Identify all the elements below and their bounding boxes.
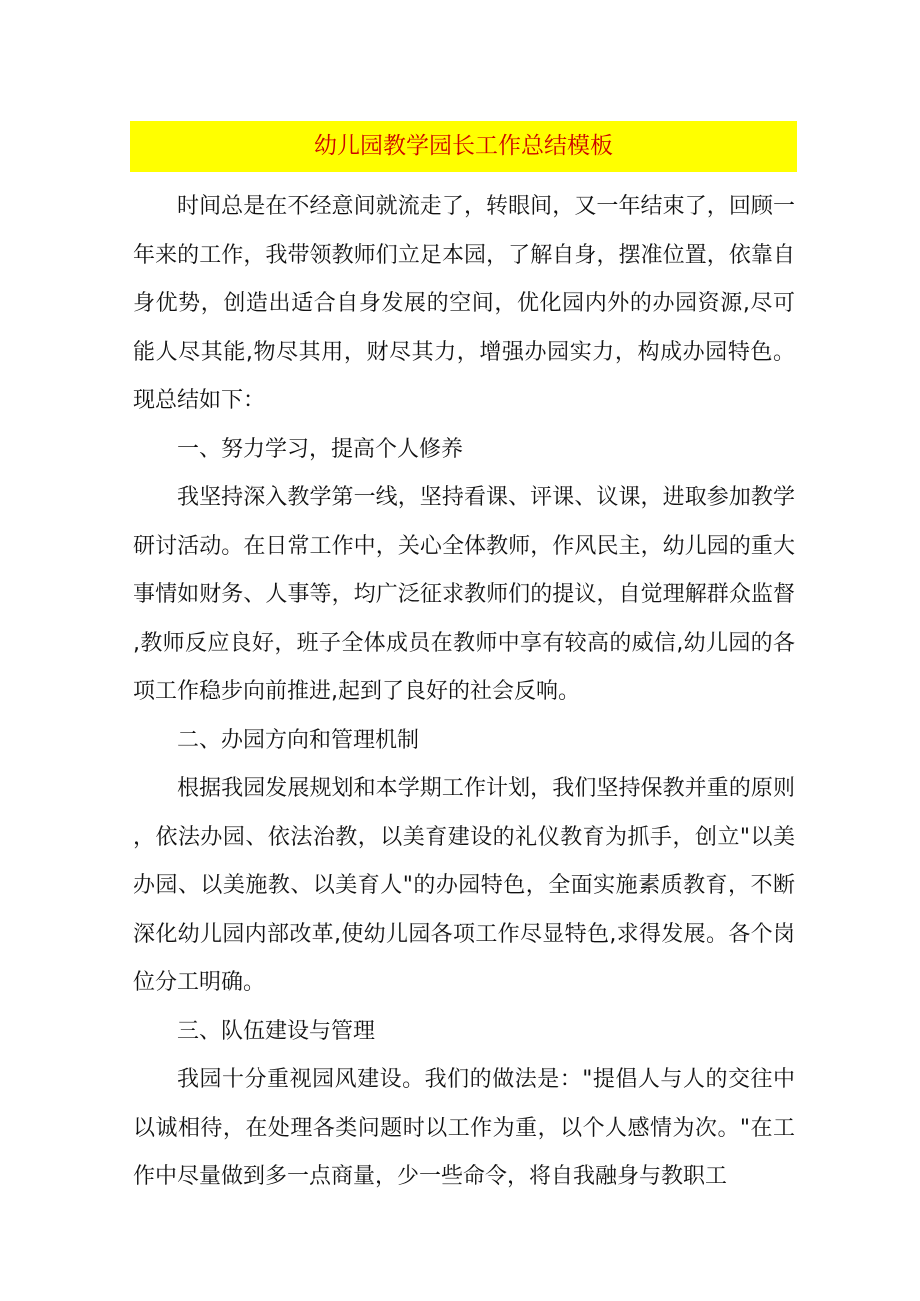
section-heading-2: 二、办园方向和管理机制 <box>177 727 420 753</box>
section-heading-3: 三、队伍建设与管理 <box>177 1018 376 1044</box>
section-3-paragraph: 我园十分重视园风建设。我们的做法是："提倡人与人的交往中以诚相待，在处理各类问题时以工作为重，以个人感情为次。"在工作中尽量做到多一点商量，少一些命令，将自我融身与教职工 <box>133 1067 795 1189</box>
intro-paragraph: 时间总是在不经意间就流走了，转眼间，又一年结束了，回顾一年来的工作，我带领教师们立足本园，了解自身，摆准位置，依靠自身优势，创造出适合自身发展的空间，优化园内外的办园资源,尽可能人尽其能,物尽其用，财尽其力，增强办园实力，构成办园特色。现总结如下： <box>133 194 795 413</box>
section-heading-1: 一、努力学习，提高个人修养 <box>177 436 464 462</box>
document-title: 幼儿园教学园长工作总结模板 <box>314 133 613 159</box>
title-highlight <box>130 121 797 172</box>
section-1-paragraph: 我坚持深入教学第一线，坚持看课、评课、议课，进取参加教学研讨活动。在日常工作中，关心全体教师，作风民主，幼儿园的重大事情如财务、人事等，均广泛征求教师们的提议，自觉理解群众监督,教师反应良好，班子全体成员在教师中享有较高的威信,幼儿园的各项工作稳步向前推进,起到了良好的社会反响。 <box>133 485 795 704</box>
section-2-paragraph: 根据我园发展规划和本学期工作计划，我们坚持保教并重的原则，依法办园、依法治教，以美育建设的礼仪教育为抓手，创立"以美办园、以美施教、以美育人"的办园特色，全面实施素质教育，不断深化幼儿园内部改革,使幼儿园各项工作尽显特色,求得发展。各个岗位分工明确。 <box>133 776 795 995</box>
document-body <box>133 183 795 1202</box>
